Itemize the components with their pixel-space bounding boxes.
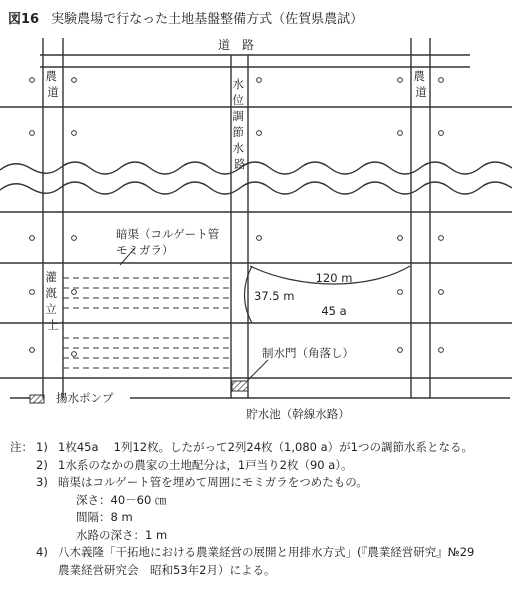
- note-number: 4): [36, 545, 48, 559]
- note-text: 1水系のなかの農家の土地配分は，1戸当り2枚（90 a）。: [58, 457, 353, 472]
- pump-label: 揚水ポンプ: [56, 391, 114, 405]
- field-marker: [398, 236, 403, 241]
- break-wave-upper: [0, 162, 512, 174]
- field-marker: [30, 290, 35, 295]
- field-marker: [257, 78, 262, 83]
- field-marker: [72, 352, 77, 357]
- note-number: 3): [36, 475, 48, 489]
- note-detail: 水路の深さ：1 m: [76, 527, 168, 542]
- area-label: 45 a: [321, 304, 347, 318]
- farm-road-left-label: 農 道: [45, 69, 59, 99]
- depth-label: 37.5 m: [254, 289, 295, 303]
- irrigation-riser-label: 灌 漑 立 上: [45, 270, 59, 332]
- break-wave-lower: [0, 182, 512, 194]
- field-marker: [398, 78, 403, 83]
- field-marker: [439, 131, 444, 136]
- gate-leader: [248, 360, 268, 380]
- field-marker: [439, 78, 444, 83]
- figure-number: 図16: [8, 12, 40, 27]
- note-detail: 間隔：8 m: [76, 510, 133, 524]
- pump-gate: [30, 395, 44, 403]
- field-marker: [439, 348, 444, 353]
- width-label: 120 m: [315, 271, 353, 285]
- field-marker: [30, 236, 35, 241]
- note-text: 農業経営研究会 昭和53年2月）による。: [58, 562, 276, 577]
- drain-label-2: モミガラ）: [116, 243, 174, 257]
- control-gate-label: 制水門（角落し）: [262, 346, 354, 360]
- drain-label: 暗渠（コルゲート管: [116, 227, 220, 241]
- field-marker: [72, 236, 77, 241]
- field-marker: [72, 131, 77, 136]
- control-gate-box: [232, 381, 248, 391]
- field-marker: [72, 78, 77, 83]
- field-marker: [398, 131, 403, 136]
- reservoir-label: 貯水池（幹線水路）: [246, 407, 350, 421]
- road-label: 道 路: [217, 38, 255, 52]
- field-marker: [72, 290, 77, 295]
- field-marker: [30, 131, 35, 136]
- note-text: 1枚45a 1列12枚。したがって2列24枚（1,080 a）が1つの調節水系となる。: [58, 440, 473, 454]
- note-number: 2): [36, 457, 48, 472]
- note-detail: 深さ：40－60 ㎝: [76, 492, 167, 507]
- field-marker: [398, 348, 403, 353]
- field-marker: [439, 290, 444, 295]
- note-text: 暗渠はコルゲート管を埋めて周囲にモミガラをつめたもの。: [58, 475, 368, 489]
- field-marker: [30, 348, 35, 353]
- figure-caption: 実験農場で行なった土地基盤整備方式（佐賀県農試）: [51, 12, 364, 27]
- field-marker: [30, 78, 35, 83]
- note-number: 1): [36, 440, 48, 454]
- field-marker: [257, 131, 262, 136]
- farm-road-right-label: 農 道: [413, 69, 427, 99]
- note-text: 八木義隆「干拓地における農業経営の展開と用排水方式」(『農業経営研究』№29: [58, 545, 475, 559]
- control-canal-label: 水 位 調 節 水 路: [232, 77, 246, 171]
- field-marker: [257, 236, 262, 241]
- notes-prefix: 注：: [10, 440, 33, 454]
- field-marker: [398, 290, 403, 295]
- field-marker: [439, 236, 444, 241]
